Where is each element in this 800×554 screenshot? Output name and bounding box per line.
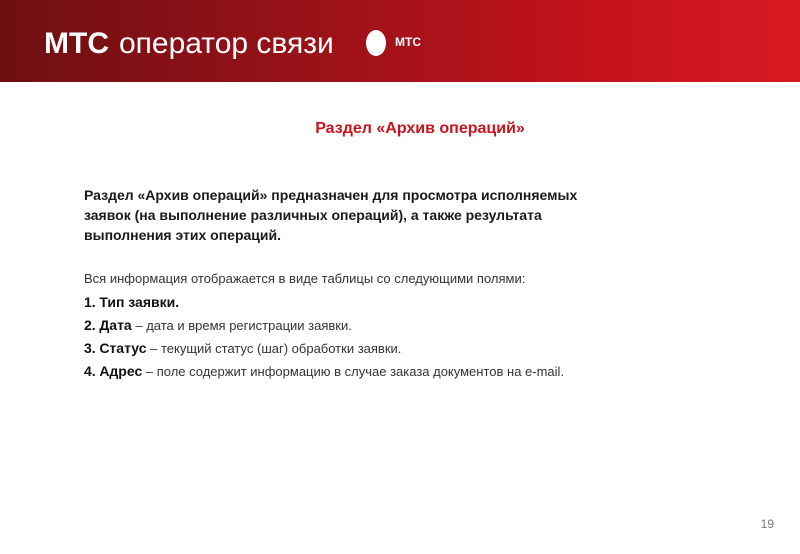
item-separator: – [142,364,157,379]
header-banner [0,0,800,82]
item-number: 1. [84,294,96,310]
item-name: Дата [99,317,132,333]
lead-text: Вся информация отображается в виде таблицы со следующими полями: [84,271,526,286]
slide-title: Раздел «Архив операций» [315,120,525,137]
item-description: текущий статус (шаг) обработки заявки. [160,341,402,356]
item-name: Статус [99,340,147,356]
intro-line: Раздел «Архив операций» предназначен для просмотра исполняемых [84,187,578,203]
list-item [84,314,744,337]
list-item [84,360,744,383]
item-name: Адрес [99,363,143,379]
intro-line: заявок (на выполнение различных операций), а также результата [84,207,542,223]
item-number: 4. [84,363,96,379]
page-number: 19 [760,517,774,531]
item-number: 3. [84,340,96,356]
mts-logo [365,26,435,58]
item-description: дата и время регистрации заявки. [146,318,352,333]
item-separator: – [131,318,147,333]
brand-wordmark [44,24,334,64]
logo-label: МТС [395,35,421,49]
intro-paragraph [84,185,724,245]
list-item [84,291,744,314]
brand-tagline: оператор связи [118,27,334,60]
mts-egg-icon [365,27,387,57]
intro-line: выполнения этих операций. [84,227,282,243]
item-name: Тип заявки. [99,294,180,310]
list-item [84,337,744,360]
item-separator: – [146,341,161,356]
fields-list [84,291,744,383]
item-number: 2. [84,317,96,333]
brand-mts-text: МТС [44,27,109,60]
item-description: поле содержит информацию в случае заказа документов на e-mail. [156,364,565,379]
